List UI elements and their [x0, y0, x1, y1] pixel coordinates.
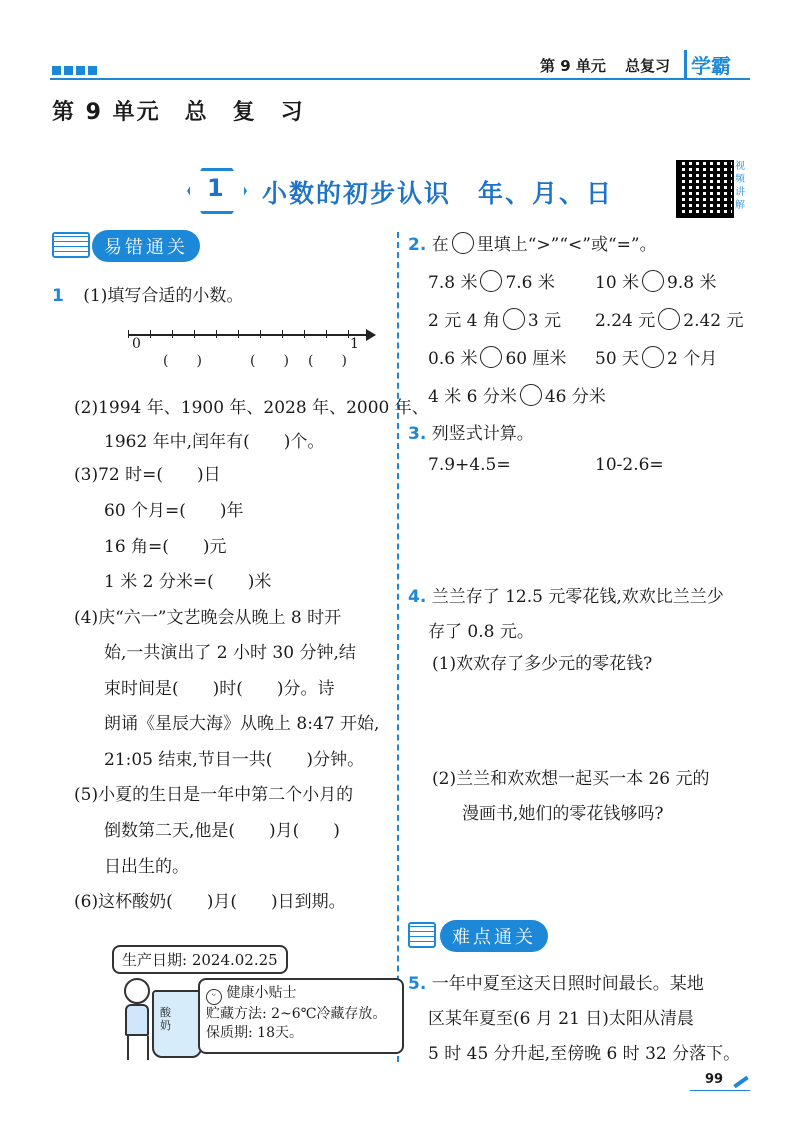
section-easy: 易错通关	[92, 230, 200, 262]
q2-row-1-right	[595, 270, 717, 295]
q2-r4-b: 46 分米	[544, 387, 606, 407]
q2-r3-a: 0.6 米	[428, 349, 478, 369]
q1-3-line-d: 1 米 2 分米=( )米	[104, 572, 272, 592]
q1-4-line-b: 始,一共演出了 2 小时 30 分钟,结	[104, 643, 356, 663]
q2-r1-b: 7.6 米	[505, 273, 555, 293]
compare-circle[interactable]	[480, 270, 502, 292]
lesson-title: 小数的初步认识 年、月、日	[262, 179, 614, 208]
q2-row-1	[428, 270, 555, 295]
q2-r2-b: 3 元	[527, 311, 562, 331]
header-decoration	[52, 60, 100, 79]
q2-row-2-right	[595, 308, 744, 333]
compare-circle[interactable]	[520, 384, 542, 406]
pencil-note-icon	[408, 922, 436, 948]
q2-r3-c: 50 天	[595, 349, 640, 369]
q1-6-line: (6)这杯酸奶( )月( )日到期。	[74, 892, 346, 912]
smile-icon: ᵕ	[206, 989, 222, 1005]
number-line	[128, 334, 368, 336]
column-divider	[397, 232, 399, 1062]
q1-4-line-c: 束时间是( )时( )分。诗	[104, 679, 335, 699]
page-number: 99	[705, 1072, 724, 1087]
compare-circle[interactable]	[480, 346, 502, 368]
q2-r1-a: 7.8 米	[428, 273, 478, 293]
q2-r1-c: 10 米	[595, 273, 640, 293]
q3-title-text: 列竖式计算。	[431, 424, 534, 444]
q4-line-e: 漫画书,她们的零花钱够吗?	[462, 804, 664, 824]
q2-r3-d: 2 个月	[667, 349, 718, 369]
q2-r4-a: 4 米 6 分米	[428, 387, 517, 407]
q2-number: 2.	[408, 235, 427, 255]
footer-rule	[690, 1090, 750, 1091]
production-date-text: 生产日期: 2024.02.25	[122, 951, 278, 969]
q2-title	[408, 232, 657, 257]
yogurt-cup	[152, 990, 202, 1058]
q2-r1-d: 9.8 米	[667, 273, 717, 293]
q5-text-a: 一年中夏至这天日照时间最长。某地	[431, 974, 704, 994]
q1-5-line-c: 日出生的。	[104, 857, 189, 877]
q5-number: 5.	[408, 974, 427, 994]
q1-3-line-c: 16 角=( )元	[104, 537, 227, 557]
q1-2-line-a: (2)1994 年、1900 年、2028 年、2000 年、	[74, 398, 429, 418]
q1-4-line-d: 朗诵《星辰大海》从晚上 8:47 开始,	[104, 714, 380, 734]
q1-2-line-b: 1962 年中,闰年有( )个。	[104, 432, 325, 452]
brand-logo: 学霸	[684, 50, 731, 79]
compare-circle[interactable]	[503, 308, 525, 330]
arrow-head	[366, 329, 376, 341]
q2-row-4	[428, 384, 606, 409]
storage-method: 贮藏方法: 2~6℃冷藏存放。	[206, 1006, 387, 1022]
q1-4-line-a: (4)庆“六一”文艺晚会从晚上 8 时开	[74, 608, 342, 628]
q5-line-b: 区某年夏至(6 月 21 日)太阳从清晨	[428, 1009, 694, 1029]
q2-r2-d: 2.42 元	[683, 311, 744, 331]
q1-5-line-b: 倒数第二天,他是( )月( )	[104, 821, 340, 841]
header-rule	[50, 78, 750, 80]
health-tip-title: 健康小贴士	[226, 985, 297, 1001]
q3-number: 3.	[408, 424, 427, 444]
q2-r2-a: 2 元 4 角	[428, 311, 500, 331]
compare-circle[interactable]	[658, 308, 680, 330]
compare-circle[interactable]	[642, 346, 664, 368]
q4-line-c: (1)欢欢存了多少元的零花钱?	[432, 654, 653, 674]
q2-row-3	[428, 346, 567, 371]
compare-circle[interactable]	[642, 270, 664, 292]
pen-icon	[733, 1076, 748, 1088]
header-unit: 第 9 单元	[540, 57, 606, 75]
numberline-end: 1	[350, 336, 359, 352]
shelf-life: 保质期: 18天。	[206, 1025, 303, 1041]
q5-line-a	[408, 972, 704, 996]
q1-3-line-a: (3)72 时=( )日	[74, 465, 221, 485]
q1-4-line-e: 21:05 结束,节目一共( )分钟。	[104, 750, 365, 770]
health-tip-box	[198, 978, 404, 1054]
chapter-title: 第 9 单元 总 复 习	[52, 100, 305, 125]
q2-title-b: 里填上“>”“<”或“=”。	[476, 235, 657, 255]
q4-text-a: 兰兰存了 12.5 元零花钱,欢欢比兰兰少	[431, 587, 724, 607]
q4-line-b: 存了 0.8 元。	[428, 622, 534, 642]
q1-number: 1	[52, 286, 64, 306]
q4-number: 4.	[408, 587, 427, 607]
girl-figure	[118, 978, 154, 1058]
q2-title-a: 在	[431, 235, 449, 255]
header-section: 总复习	[625, 57, 671, 75]
q1-5-line-a: (5)小夏的生日是一年中第二个小月的	[74, 785, 354, 805]
q3-expr-b: 10-2.6=	[595, 455, 664, 475]
q4-line-d: (2)兰兰和欢欢想一起买一本 26 元的	[432, 769, 710, 789]
q2-r2-c: 2.24 元	[595, 311, 656, 331]
q2-row-2	[428, 308, 561, 333]
q4-line-a	[408, 585, 724, 609]
q1-3-line-b: 60 个月=( )年	[104, 501, 244, 521]
q3-expr-a: 7.9+4.5=	[428, 455, 511, 475]
book-icon	[52, 232, 90, 258]
lesson-number: 1	[207, 174, 224, 202]
qr-caption: 视频讲解	[735, 161, 745, 211]
q2-row-3-right	[595, 346, 717, 371]
numberline-blank-3[interactable]: ( )	[308, 353, 347, 369]
production-date-label	[112, 945, 288, 974]
numberline-blank-1[interactable]: ( )	[163, 353, 202, 369]
q3-title	[408, 422, 534, 446]
q2-r3-b: 60 厘米	[505, 349, 567, 369]
q1-line1	[52, 284, 243, 308]
compare-circle-sample	[452, 232, 474, 254]
q1-1-text: (1)填写合适的小数。	[83, 286, 244, 306]
yogurt-cup-label: 酸奶	[160, 1006, 171, 1032]
q5-line-c: 5 时 45 分升起,至傍晚 6 时 32 分落下。	[428, 1044, 741, 1064]
section-hard: 难点通关	[440, 920, 548, 952]
numberline-blank-2[interactable]: ( )	[250, 353, 289, 369]
numberline-start: 0	[132, 336, 141, 352]
qr-code[interactable]	[676, 160, 734, 218]
